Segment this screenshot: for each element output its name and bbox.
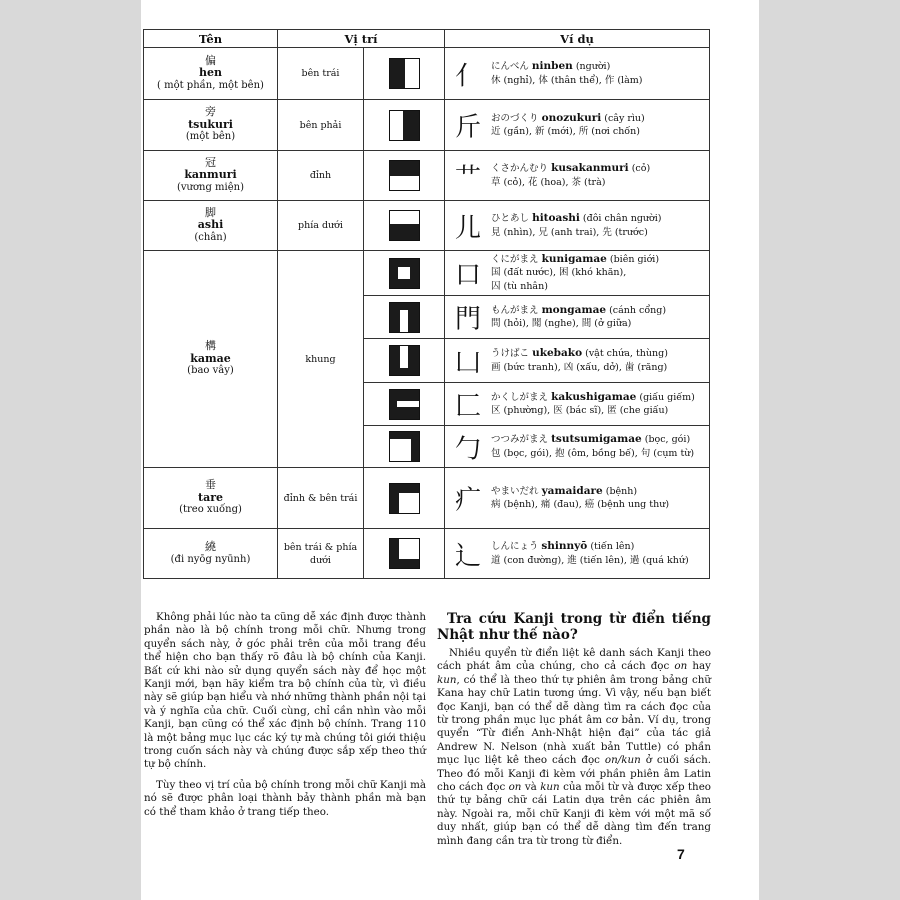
position-label: bên phải: [278, 100, 364, 151]
example-kana: かくしがまえ: [491, 391, 549, 403]
example-kana: にんべん: [491, 61, 529, 72]
position-label: bên trái & phía dưới: [278, 529, 364, 579]
example-words: 国 (đất nước), 困 (khó khăn),: [491, 267, 627, 279]
table-row: [144, 48, 710, 100]
example-meaning: (giấu giếm): [639, 391, 695, 403]
table-row: [144, 251, 710, 296]
example-meaning: (biên giới): [609, 253, 660, 265]
example-meaning: (bệnh): [605, 485, 638, 497]
left-column: [144, 611, 426, 819]
radical-meaning: (vương miện): [177, 181, 244, 193]
position-diagram-icon: [389, 160, 420, 191]
example-words: 区 (phường), 医 (bác sĩ), 匿 (che giấu): [491, 405, 669, 416]
page-number: 7: [677, 846, 685, 862]
table-row: [144, 100, 710, 151]
example-romaji: mongamae: [541, 303, 607, 316]
example-meaning: (cánh cổng): [609, 304, 667, 316]
radical-kanji: 繞: [205, 540, 216, 553]
position-diagram-icon: [389, 302, 420, 333]
example-cell: [445, 383, 710, 426]
example-cell: [445, 151, 710, 201]
example-romaji: onozukuri: [541, 111, 602, 124]
table-row: [144, 201, 710, 251]
example-meaning: (người): [575, 61, 611, 72]
radical-name-cell: [144, 529, 278, 579]
position-diagram-icon: [389, 538, 420, 569]
example-words: 休 (nghỉ), 体 (thân thể), 作 (làm): [491, 74, 643, 86]
right-paragraph: Nhiều quyển từ điển liệt kê danh sách Kanji theo cách phát âm của chúng, cho cả cách đọc on hay kun, có thể là theo thứ tự phiên âm trong bảng chữ Kana hay chữ Latin tương ứng. Vì vậy, nếu bạn biết đọc Kanji, bạn có thể dễ dàng tìm ra cách đọc của từ trong phần mục lục phát âm cơ bản. Ví dụ, trong quyển “Từ điển Anh-Nhật hiện đại” của tác giả Andrew N. Nelson (nhà xuất bản Tuttle) có phần mục lục liệt kê theo cách đọc on/kun ở cuối sách. Theo đó mỗi Kanji đi kèm với phần phiên âm Latin cho cách đọc on và kun của mỗi từ và được xếp theo thứ tự bảng chữ cái Latin dựa trên các phiên âm này. Ngoài ra, mỗi chữ Kanji đi kèm với một mã số duy nhất, giúp bạn có thể dễ dàng tìm đến trang mình đang cần tra từ trong từ điển.: [437, 647, 711, 847]
radical-glyph: 儿: [455, 213, 482, 243]
position-diagram-icon: [389, 431, 420, 462]
radical-meaning: ( một phần, một bên): [157, 79, 264, 91]
example-cell: [445, 339, 710, 383]
header-name: Tên: [144, 30, 278, 48]
radical-glyph: 辶: [455, 541, 482, 571]
radical-glyph: 匚: [455, 391, 482, 422]
right-column: [437, 611, 711, 848]
radical-glyph: 口: [455, 260, 482, 291]
radical-romaji: kanmuri: [184, 168, 237, 182]
example-cell: [445, 529, 710, 579]
example-kana: うけばこ: [491, 348, 530, 359]
radical-kanji: 冠: [205, 155, 216, 169]
example-romaji: ninben: [531, 60, 573, 72]
radical-name-cell: [144, 201, 278, 251]
example-kana: くさかんむり: [491, 163, 549, 174]
example-kana: つつみがまえ: [491, 434, 549, 445]
example-cell: [445, 426, 710, 468]
radical-name-cell: [144, 251, 278, 468]
radical-glyph: 亻: [455, 61, 482, 91]
radical-name-cell: [144, 151, 278, 201]
example-cell: [445, 48, 710, 100]
position-diagram-icon: [389, 110, 420, 141]
radical-meaning: (đi nyōg nyūnh): [170, 553, 251, 565]
example-words: 病 (bệnh), 痛 (đau), 癌 (bệnh ung thư): [491, 499, 670, 510]
example-meaning: (đôi chân người): [582, 213, 662, 224]
example-cell: [445, 468, 710, 529]
example-romaji: yamaidare: [541, 484, 603, 497]
example-words: 近 (gần), 新 (mới), 所 (nơi chốn): [491, 126, 640, 137]
section-heading: Tra cứu Kanji trong từ điển tiếng Nhật như thế nào?: [437, 611, 711, 643]
radical-glyph: 艹: [455, 163, 482, 193]
example-words: 草 (cỏ), 花 (hoa), 茶 (trà): [491, 176, 606, 188]
example-meaning: (bọc, gói): [644, 434, 691, 445]
radical-glyph: 勹: [455, 434, 482, 464]
example-words: 画 (bức tranh), 凶 (xấu, dở), 歯 (răng): [491, 361, 668, 373]
radical-kanji: 垂: [205, 478, 216, 492]
radical-kanji: 構: [205, 339, 216, 353]
example-words: 問 (hỏi), 聞 (nghe), 間 (ở giữa): [491, 318, 632, 329]
left-paragraph: Không phải lúc nào ta cũng dễ xác định được thành phần nào là bộ chính trong mỗi chữ. Nhưng trong quyển sách này, ở góc phải trên của mỗi trang đều thể hiện cho bạn thấy rõ đâu là bộ chính của Kanji. Bất cứ khi nào sử dụng quyển sách này để học một Kanji mới, bạn hãy kiểm tra bộ chính của từ, vì điều này sẽ giúp bạn hiểu và nhớ những thành phần nội tại và ý nghĩa của chữ. Cuối cùng, chỉ cần nhìn vào mỗi Kanji, bạn cũng có thể xác định bộ chính. Trang 110 là một bảng mục lục các ký tự mà chúng tôi giới thiệu trong cuốn sách này và chúng được sắp xếp theo thứ tự bộ chính.: [144, 611, 426, 771]
table-row: [144, 529, 710, 579]
example-kana: くにがまえ: [491, 253, 539, 265]
example-meaning: (tiến lên): [590, 541, 635, 552]
position-diagram-icon: [389, 58, 420, 89]
position-diagram-icon: [389, 483, 420, 514]
radical-meaning: (một bên): [185, 131, 236, 143]
example-kana: おのづくり: [491, 112, 539, 124]
position-label: bên trái: [278, 48, 364, 100]
example-words: 囚 (tù nhân): [491, 280, 548, 292]
example-kana: もんがまえ: [491, 304, 539, 316]
radical-glyph: 疒: [455, 485, 482, 516]
example-romaji: kunigamae: [541, 252, 607, 265]
table-row: [144, 468, 710, 529]
example-romaji: ukebako: [532, 347, 583, 359]
example-kana: しんにょう: [491, 541, 539, 552]
radical-meaning: (bao vây): [187, 365, 234, 377]
example-meaning: (cỏ): [631, 163, 651, 174]
example-meaning: (vật chứa, thùng): [585, 348, 668, 359]
header-example: Ví dụ: [445, 30, 710, 48]
position-diagram-icon: [389, 210, 420, 241]
radical-table: [143, 29, 710, 579]
radical-kanji: 偏: [205, 53, 216, 67]
table-header-row: [144, 30, 710, 48]
radical-name-cell: [144, 468, 278, 529]
example-kana: ひとあし: [491, 213, 530, 224]
example-romaji: kusakanmuri: [551, 162, 629, 174]
radical-romaji: tsukuri: [188, 117, 233, 131]
radical-glyph: 門: [455, 304, 482, 335]
position-diagram-icon: [389, 258, 420, 289]
example-cell: [445, 100, 710, 151]
header-position: Vị trí: [278, 30, 445, 48]
example-romaji: shinnyō: [541, 540, 588, 552]
left-paragraph: Tùy theo vị trí của bộ chính trong mỗi chữ Kanji mà nó sẽ được phân loại thành bảy thành phần mà bạn có thể tham khảo ở trang tiếp theo.: [144, 778, 426, 818]
example-words: 包 (bọc, gói), 抱 (ôm, bồng bế), 句 (cụm từ): [491, 447, 695, 459]
position-label: khung: [278, 251, 364, 468]
example-cell: [445, 296, 710, 339]
example-romaji: kakushigamae: [551, 390, 637, 403]
example-kana: やまいだれ: [491, 485, 539, 497]
example-words: 見 (nhìn), 兄 (anh trai), 先 (trước): [491, 226, 648, 238]
position-label: đỉnh & bên trái: [278, 468, 364, 529]
radical-glyph: 斤: [455, 112, 482, 143]
example-cell: [445, 201, 710, 251]
example-cell: [445, 251, 710, 296]
position-label: đỉnh: [278, 151, 364, 201]
radical-name-cell: [144, 48, 278, 100]
radical-romaji: tare: [197, 490, 223, 504]
radical-meaning: (treo xuống): [179, 504, 242, 516]
position-diagram-icon: [389, 345, 420, 376]
radical-romaji: ashi: [197, 218, 224, 232]
book-page: [141, 0, 759, 900]
radical-kanji: 旁: [205, 105, 216, 119]
example-words: 道 (con đường), 進 (tiến lên), 過 (quá khứ): [491, 554, 689, 566]
radical-glyph: 凵: [455, 348, 482, 378]
example-meaning: (cây rìu): [604, 112, 645, 124]
radical-meaning: (chân): [194, 231, 227, 243]
table-row: [144, 151, 710, 201]
example-romaji: hitoashi: [532, 212, 580, 224]
example-romaji: tsutsumigamae: [551, 433, 642, 445]
radical-romaji: kamae: [190, 351, 231, 365]
position-diagram-icon: [389, 389, 420, 420]
radical-romaji: hen: [199, 66, 222, 80]
radical-kanji: 脚: [205, 205, 216, 219]
position-label: phía dưới: [278, 201, 364, 251]
radical-name-cell: [144, 100, 278, 151]
